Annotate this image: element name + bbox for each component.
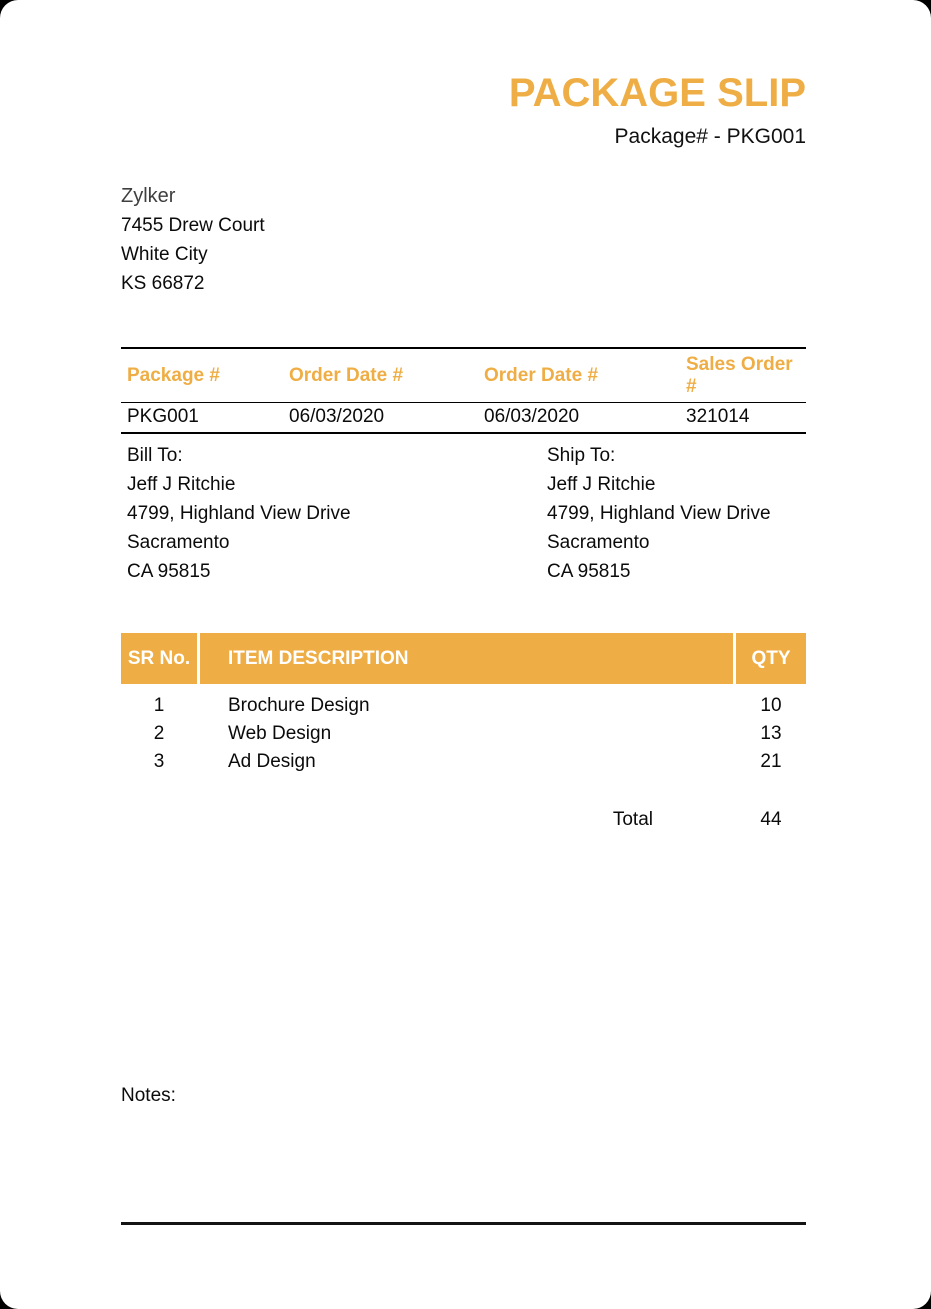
company-block — [121, 182, 806, 298]
item-sr: 1 — [153, 695, 165, 716]
bill-to-line-2: 4799, Highland View Drive — [127, 503, 351, 524]
info-value-sales-order: 321014 — [686, 406, 750, 427]
items-header-qty: QTY — [751, 647, 791, 669]
company-address-line-2: White City — [121, 244, 208, 265]
items-table-body — [121, 692, 806, 776]
info-header-order-date-2: Order Date # — [478, 348, 680, 403]
ship-to-line-3: Sacramento — [547, 532, 650, 553]
items-header-sr: SR No. — [127, 647, 191, 669]
footer-divider — [121, 1222, 806, 1225]
bill-to-line-1: Jeff J Ritchie — [127, 474, 236, 495]
info-value-order-date-2: 06/03/2020 — [484, 406, 580, 427]
item-qty: 13 — [760, 723, 782, 744]
item-description: Ad Design — [228, 751, 316, 772]
items-table-header — [121, 633, 806, 684]
total-label: Total — [612, 809, 653, 830]
bill-to-line-3: Sacramento — [127, 532, 230, 553]
info-value-package: PKG001 — [127, 406, 199, 427]
total-qty-value: 44 — [760, 809, 782, 830]
info-value-order-date-1: 06/03/2020 — [289, 406, 385, 427]
item-row-3 — [121, 748, 806, 776]
document-title: PACKAGE SLIP — [508, 71, 806, 115]
ship-to-block — [541, 441, 771, 586]
bill-to-label: Bill To: — [127, 445, 183, 466]
items-header-description: ITEM DESCRIPTION — [228, 647, 409, 669]
info-value-row — [121, 403, 806, 434]
package-info-table — [121, 347, 806, 434]
bill-to-block — [121, 441, 541, 586]
item-sr: 2 — [153, 723, 165, 744]
ship-to-label: Ship To: — [547, 445, 616, 466]
ship-to-line-2: 4799, Highland View Drive — [547, 503, 771, 524]
company-name: Zylker — [121, 185, 176, 207]
item-qty: 21 — [760, 751, 782, 772]
item-qty: 10 — [760, 695, 782, 716]
bill-to-line-4: CA 95815 — [127, 561, 211, 582]
items-table — [121, 633, 806, 776]
notes-label: Notes: — [121, 1085, 176, 1106]
info-header-order-date-1: Order Date # — [283, 348, 478, 403]
item-description: Web Design — [228, 723, 332, 744]
addresses-section — [121, 441, 806, 586]
ship-to-line-1: Jeff J Ritchie — [547, 474, 656, 495]
info-header-package: Package # — [121, 348, 283, 403]
info-header-sales-order: Sales Order # — [680, 348, 806, 403]
company-address-line-3: KS 66872 — [121, 273, 205, 294]
item-row-2 — [121, 720, 806, 748]
total-row — [121, 806, 806, 834]
ship-to-line-4: CA 95815 — [547, 561, 631, 582]
item-description: Brochure Design — [228, 695, 370, 716]
package-number: Package# - PKG001 — [614, 125, 806, 148]
item-row-1 — [121, 692, 806, 720]
item-sr: 3 — [153, 751, 165, 772]
company-address-line-1: 7455 Drew Court — [121, 215, 265, 236]
info-header-row — [121, 348, 806, 403]
